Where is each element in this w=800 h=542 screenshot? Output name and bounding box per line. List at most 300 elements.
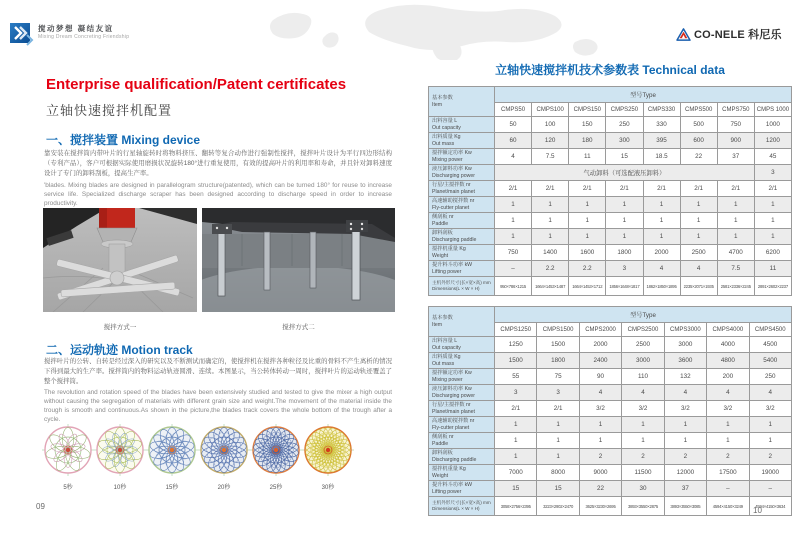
value-cell: 3 — [606, 261, 643, 277]
value-cell: – — [749, 481, 791, 497]
value-cell: 4 — [707, 385, 749, 401]
value-cell: 120 — [532, 133, 569, 149]
value-cell: 17500 — [707, 465, 749, 481]
table-row — [429, 417, 792, 433]
item-header-cell — [429, 87, 495, 117]
table-row — [429, 465, 792, 481]
track-circle — [94, 424, 146, 491]
table-row — [429, 197, 792, 213]
value-cell: 5400 — [749, 353, 791, 369]
value-cell: 1250 — [495, 337, 537, 353]
value-cell: 2891×2602×2237 — [754, 277, 791, 296]
value-cell: 1 — [537, 449, 579, 465]
mixer-drum-photo — [202, 208, 395, 312]
value-cell: 4800 — [707, 353, 749, 369]
value-cell: 1 — [754, 213, 791, 229]
track-circle-label: 10秒 — [113, 485, 127, 491]
track-circle — [42, 424, 94, 491]
row-label-cell — [429, 337, 495, 353]
value-cell: 2.2 — [569, 261, 606, 277]
row-label-cn: 液压卸料功率 Kw — [432, 166, 472, 172]
model-name-cell: CMPS1500 — [537, 323, 579, 337]
value-cell: 1800 — [537, 353, 579, 369]
track-circle-label: 15秒 — [165, 485, 179, 491]
value-cell: 37 — [717, 149, 754, 165]
table-row — [429, 481, 792, 497]
row-label-cell — [429, 197, 495, 213]
table-row — [429, 165, 792, 181]
row-label-cell — [429, 449, 495, 465]
row-label-cell — [429, 465, 495, 481]
value-cell: 2/1 — [717, 181, 754, 197]
row-label-cell — [429, 277, 495, 296]
track-circle-label: 25秒 — [269, 485, 283, 491]
table-row — [429, 245, 792, 261]
value-cell: 2500 — [622, 337, 664, 353]
row-label-cn: 提升料斗功率 kW — [432, 482, 473, 488]
row-label-en: Lifting power — [432, 268, 462, 275]
row-label-cn: 高速辅助搅拌数 nr — [432, 418, 475, 424]
value-cell: 1 — [717, 213, 754, 229]
technical-table-large-models-grid — [428, 306, 792, 516]
value-cell: 1 — [664, 433, 706, 449]
row-label-cn: 搅拌额定功率 Kw — [432, 370, 472, 376]
motion-track-body-en: The revolution and rotation speed of the blades have been extensively studied and tested to give the mixer a high output without causing the segregation of materials with different grain size and weight.The movement of the material inside the trough is smooth and continuous.As shown in the picture,the blades track covers the whole bottom of the trough after a cycle. — [44, 389, 392, 423]
value-cell: 600 — [680, 133, 717, 149]
row-label-cell — [429, 401, 495, 417]
track-circle — [302, 424, 354, 491]
value-cell: 750 — [717, 117, 754, 133]
type-header-cell: 型号Type — [495, 87, 792, 103]
row-label-cn: 卸料刮板 — [432, 450, 453, 456]
value-cell: 1 — [606, 229, 643, 245]
value-cell: 1 — [680, 229, 717, 245]
value-cell: 3/2 — [664, 401, 706, 417]
row-label-cn: 搅拌额定功率 Kw — [432, 150, 472, 156]
value-cell: 2/1 — [537, 401, 579, 417]
value-cell: 1 — [569, 197, 606, 213]
value-cell: 3 — [754, 165, 791, 181]
value-cell: 1 — [532, 229, 569, 245]
table-row — [429, 213, 792, 229]
value-cell: 100 — [532, 117, 569, 133]
right-page — [400, 0, 800, 542]
value-cell: 7.5 — [532, 149, 569, 165]
value-cell: 3000 — [664, 337, 706, 353]
value-cell: 4500 — [749, 337, 791, 353]
technical-table-large-models — [428, 306, 792, 516]
row-label-cell — [429, 417, 495, 433]
value-cell: 3893×3550×3085 — [664, 497, 706, 516]
value-cell: 4700 — [717, 245, 754, 261]
value-cell: 2 — [579, 449, 621, 465]
value-cell: 2400 — [579, 353, 621, 369]
table-row — [429, 133, 792, 149]
item-header-cell — [429, 307, 495, 337]
item-header-cn: 基本参数 — [432, 95, 453, 101]
table-row — [429, 433, 792, 449]
track-pattern-graphic — [302, 424, 354, 476]
value-cell: 2/1 — [643, 181, 680, 197]
value-cell: 2/1 — [606, 181, 643, 197]
value-cell: 22 — [680, 149, 717, 165]
track-pattern-graphic — [42, 424, 94, 476]
value-cell: 2235×2071×1935 — [680, 277, 717, 296]
row-label-en: Weight — [432, 472, 449, 479]
row-label-cn: 液压卸料功率 Kw — [432, 386, 472, 392]
value-cell: 1 — [717, 229, 754, 245]
row-label-en: Planet/main planet — [432, 188, 475, 195]
model-name-cell: CMPS3000 — [664, 323, 706, 337]
value-cell: 4 — [664, 385, 706, 401]
row-label-cell — [429, 497, 495, 516]
item-header-cn: 基本参数 — [432, 315, 453, 321]
value-cell: 1 — [532, 197, 569, 213]
row-label-cell — [429, 149, 495, 165]
value-cell: 7000 — [495, 465, 537, 481]
model-name-cell: CMPS50 — [495, 103, 532, 117]
row-label-en: Planet/main planet — [432, 408, 475, 415]
row-label-cn: 行星/主搅拌数 nr — [432, 182, 471, 188]
value-cell: 3600 — [664, 353, 706, 369]
value-cell: 37 — [664, 481, 706, 497]
value-cell: 3625×3230×2695 — [579, 497, 621, 516]
track-pattern-graphic — [250, 424, 302, 476]
value-cell: 11 — [754, 261, 791, 277]
model-name-cell: CMPS330 — [643, 103, 680, 117]
value-cell: 1 — [495, 229, 532, 245]
value-cell: 3 — [537, 385, 579, 401]
row-label-cn: 提升料斗功率 kW — [432, 262, 473, 268]
value-cell: 1 — [537, 433, 579, 449]
value-cell: 1600 — [569, 245, 606, 261]
value-cell: 3/2 — [749, 401, 791, 417]
page-title-en: Enterprise qualification/Patent certificates — [46, 76, 347, 93]
value-cell: 22 — [579, 481, 621, 497]
value-cell: 1664×1453×1487 — [532, 277, 569, 296]
row-label-cn: 出料质量 Kg — [432, 134, 461, 140]
value-cell: 1 — [664, 417, 706, 433]
value-cell: 900 — [717, 133, 754, 149]
model-name-cell: CMPS100 — [532, 103, 569, 117]
value-cell: 1 — [680, 197, 717, 213]
value-cell: 1 — [495, 417, 537, 433]
row-label-en: Paddle — [432, 440, 449, 447]
technical-table-small-models-grid — [428, 86, 792, 296]
row-label-en: Out capacity — [432, 344, 461, 351]
model-name-cell: CMPS 1000 — [754, 103, 791, 117]
table-row — [429, 449, 792, 465]
mixing-device-body-cn: 靠安装在搅拌筒内带叶片的行星轴旋转时将物料挤压、翻转等复合动作进行强制性搅拌，搅拌叶片设计为平行四边形结构（专利产品），客户可根据实际使用磨损状况旋转180°进行重复使用，有效的提高叶片的利用率和寿命，并且针对卸料速度设计了专门的卸料刮板，提高生产率。 — [44, 150, 392, 177]
table-row — [429, 401, 792, 417]
row-label-en: Out mass — [432, 360, 455, 367]
value-cell: 250 — [749, 369, 791, 385]
motion-track-body-cn: 搅拌叶片的公转、自转是经过深入的研究以及不断测试而确定的，使搅拌机在搅拌各种粒径及比重的骨料不产生离析的情况下得到最大的生产率。搅拌筒内的物料运动轨迹圆滑、连续。本图显示，当公转体转动一周时，搅拌叶片的运动轨迹覆盖了整个搅拌筒。 — [44, 358, 392, 385]
value-cell: 1 — [717, 197, 754, 213]
value-cell: 2000 — [643, 245, 680, 261]
photo-mixing-mode-1 — [43, 208, 197, 331]
value-cell: 3893×3550×2875 — [622, 497, 664, 516]
value-cell: 8000 — [537, 465, 579, 481]
row-label-cell — [429, 245, 495, 261]
row-label-cell — [429, 213, 495, 229]
model-name-cell: CMPS4000 — [707, 323, 749, 337]
table-row — [429, 261, 792, 277]
value-cell: 395 — [643, 133, 680, 149]
track-pattern-graphic — [94, 424, 146, 476]
value-cell: 150 — [569, 117, 606, 133]
value-cell: 4594×4150×3634 — [749, 497, 791, 516]
table-header-row — [429, 87, 792, 103]
value-cell: 1200 — [754, 133, 791, 149]
table-row — [429, 229, 792, 245]
value-cell: 2 — [622, 449, 664, 465]
row-label-cell — [429, 433, 495, 449]
item-header-en: Item — [432, 101, 443, 108]
value-cell: 2 — [707, 449, 749, 465]
value-cell: 7.5 — [717, 261, 754, 277]
value-cell: 330 — [643, 117, 680, 133]
track-circle-label: 30秒 — [321, 485, 335, 491]
value-cell: 2/1 — [532, 181, 569, 197]
value-cell: 2 — [749, 449, 791, 465]
value-cell: 2.2 — [532, 261, 569, 277]
value-cell: 11 — [569, 149, 606, 165]
value-cell: 18.5 — [643, 149, 680, 165]
value-cell: 1 — [495, 433, 537, 449]
row-label-en: Discharging power — [432, 392, 475, 399]
model-name-cell: CMPS2500 — [622, 323, 664, 337]
value-cell: 1 — [495, 213, 532, 229]
row-label-cn: 出料容量 L — [432, 338, 458, 344]
value-cell: 4 — [495, 149, 532, 165]
value-cell: 75 — [537, 369, 579, 385]
row-label-cell — [429, 181, 495, 197]
table-row — [429, 277, 792, 296]
value-cell: 2500 — [680, 245, 717, 261]
row-label-en: Fly-cutter planet — [432, 204, 470, 211]
row-label-cn: 侧刮板 nr — [432, 214, 454, 220]
span-value-cell: 气动卸料（可选配液压卸料） — [495, 165, 755, 181]
value-cell: 2 — [664, 449, 706, 465]
mixing-device-body-en: 'blades. Mixing blades are designed in parallelogram structure(patented), which can be turned 180° for reuse to increase service life. Specialized discharge scraper has been designed according to discharge speed in order to increase productivity. — [44, 182, 392, 207]
track-pattern-graphic — [146, 424, 198, 476]
value-cell: 1862×1850×1895 — [643, 277, 680, 296]
value-cell: 1 — [579, 433, 621, 449]
row-label-en: Discharging power — [432, 172, 475, 179]
slogan-cn: 搅动梦想 凝结友谊 — [38, 24, 114, 33]
row-label-cell — [429, 385, 495, 401]
value-cell: 250 — [606, 117, 643, 133]
mixing-photos — [43, 208, 395, 331]
value-cell: 9000 — [579, 465, 621, 481]
model-name-cell: CMPS750 — [717, 103, 754, 117]
value-cell: 200 — [707, 369, 749, 385]
row-label-cell — [429, 117, 495, 133]
row-label-cell — [429, 481, 495, 497]
row-label-cn: 搅拌机重量 Kg — [432, 246, 466, 252]
value-cell: – — [707, 481, 749, 497]
table-row — [429, 149, 792, 165]
value-cell: 1 — [707, 433, 749, 449]
row-label-cell — [429, 353, 495, 369]
value-cell: 2/1 — [680, 181, 717, 197]
row-label-cn: 出料质量 Kg — [432, 354, 461, 360]
page-number-right: 10 — [753, 506, 762, 515]
row-label-cell — [429, 369, 495, 385]
value-cell: 55 — [495, 369, 537, 385]
value-cell: 15 — [606, 149, 643, 165]
track-circles-row — [42, 424, 354, 491]
track-circle-label: 20秒 — [217, 485, 231, 491]
row-label-en: Dimensions(L × W × H) — [432, 506, 480, 511]
value-cell: 90 — [579, 369, 621, 385]
table-row — [429, 385, 792, 401]
value-cell: 15 — [537, 481, 579, 497]
model-name-cell: CMPS2000 — [579, 323, 621, 337]
table-row — [429, 369, 792, 385]
value-cell: 180 — [569, 133, 606, 149]
value-cell: 1 — [754, 197, 791, 213]
technical-table-small-models — [428, 86, 792, 296]
table-row — [429, 337, 792, 353]
value-cell: 3/2 — [579, 401, 621, 417]
table-row — [429, 181, 792, 197]
technical-data-title: 立轴快速搅拌机技术参数表 Technical data — [495, 63, 725, 77]
value-cell: 1 — [754, 229, 791, 245]
value-cell: 4 — [749, 385, 791, 401]
track-circle — [250, 424, 302, 491]
value-cell: 11500 — [622, 465, 664, 481]
value-cell: 1 — [532, 213, 569, 229]
track-pattern-graphic — [198, 424, 250, 476]
value-cell: 1500 — [537, 337, 579, 353]
photo-mixing-mode-2 — [202, 208, 395, 331]
track-circle-label: 5秒 — [63, 485, 73, 491]
row-label-cell — [429, 229, 495, 245]
value-cell: 1856×1648×1817 — [606, 277, 643, 296]
value-cell: 4 — [680, 261, 717, 277]
value-cell: 50 — [495, 117, 532, 133]
value-cell: 1400 — [532, 245, 569, 261]
value-cell: 2/1 — [754, 181, 791, 197]
row-label-en: Mixing power — [432, 156, 463, 163]
value-cell: 1664×1453×1712 — [569, 277, 606, 296]
value-cell: 6200 — [754, 245, 791, 261]
value-cell: 110 — [622, 369, 664, 385]
track-circle — [146, 424, 198, 491]
value-cell: 1 — [537, 417, 579, 433]
value-cell: 4 — [579, 385, 621, 401]
section-heading-motion-track: 二、运动轨迹 Motion track — [46, 343, 193, 357]
value-cell: 3223×2902×2470 — [537, 497, 579, 516]
row-label-en: Paddle — [432, 220, 449, 227]
row-label-cell — [429, 165, 495, 181]
value-cell: 2000 — [579, 337, 621, 353]
row-label-en: Weight — [432, 252, 449, 259]
model-name-cell: CMPS4500 — [749, 323, 791, 337]
value-cell: – — [495, 261, 532, 277]
value-cell: 132 — [664, 369, 706, 385]
table-row — [429, 497, 792, 516]
row-label-en: Out capacity — [432, 124, 461, 131]
value-cell: 750 — [495, 245, 532, 261]
mixer-blades-photo — [43, 208, 197, 312]
row-label-cell — [429, 133, 495, 149]
value-cell: 1 — [569, 213, 606, 229]
value-cell: 1 — [622, 433, 664, 449]
value-cell: 1 — [495, 197, 532, 213]
value-cell: 3/2 — [622, 401, 664, 417]
value-cell: 1800 — [606, 245, 643, 261]
value-cell: 3/2 — [707, 401, 749, 417]
item-header-en: Item — [432, 321, 443, 328]
value-cell: 2/1 — [495, 181, 532, 197]
value-cell: 1 — [749, 417, 791, 433]
page-title-cn: 立轴快速搅拌机配置 — [46, 103, 173, 118]
slogan-en: Mixing Dream Concreting Friendship — [38, 34, 130, 41]
value-cell: 3058×2756×2395 — [495, 497, 537, 516]
row-label-cn: 卸料刮板 — [432, 230, 453, 236]
value-cell: 1 — [749, 433, 791, 449]
value-cell: 1 — [707, 417, 749, 433]
row-label-cn: 高速辅助搅拌数 nr — [432, 198, 475, 204]
row-label-en: Dimensions(L × W × H) — [432, 286, 480, 291]
value-cell: 1 — [643, 213, 680, 229]
value-cell: 1 — [569, 229, 606, 245]
value-cell: 15 — [495, 481, 537, 497]
value-cell: 45 — [754, 149, 791, 165]
type-header-cell: 型号Type — [495, 307, 792, 323]
row-label-en: Discharging paddle — [432, 456, 477, 463]
value-cell: 1 — [495, 449, 537, 465]
row-label-en: Mixing power — [432, 376, 463, 383]
value-cell: 1 — [579, 417, 621, 433]
row-label-en: Lifting power — [432, 488, 462, 495]
value-cell: 4594×4150×3249 — [707, 497, 749, 516]
page-number-left: 09 — [36, 502, 45, 511]
model-name-cell: CMPS1250 — [495, 323, 537, 337]
row-label-cell — [429, 261, 495, 277]
table-header-row — [429, 307, 792, 323]
value-cell: 3 — [495, 385, 537, 401]
table-row — [429, 117, 792, 133]
value-cell: 1 — [680, 213, 717, 229]
section-heading-mixing-device: 一、搅拌装置 Mixing device — [46, 133, 201, 147]
model-name-cell: CMPS150 — [569, 103, 606, 117]
value-cell: 12000 — [664, 465, 706, 481]
photo-caption-1: 搅拌方式一 — [103, 324, 137, 331]
model-name-cell: CMPS500 — [680, 103, 717, 117]
table-row — [429, 353, 792, 369]
value-cell: 1 — [606, 197, 643, 213]
value-cell: 3000 — [622, 353, 664, 369]
photo-caption-2: 搅拌方式二 — [282, 324, 315, 331]
value-cell: 2/1 — [495, 401, 537, 417]
value-cell: 60 — [495, 133, 532, 149]
row-label-cn: 侧刮板 nr — [432, 434, 454, 440]
value-cell: 1 — [606, 213, 643, 229]
model-name-cell: CMPS250 — [606, 103, 643, 117]
value-cell: 4 — [643, 261, 680, 277]
value-cell: 1000 — [754, 117, 791, 133]
value-cell: 4000 — [707, 337, 749, 353]
value-cell: 2581×2336×2245 — [717, 277, 754, 296]
row-label-en: Fly-cutter planet — [432, 424, 470, 431]
value-cell: 4 — [622, 385, 664, 401]
value-cell: 19000 — [749, 465, 791, 481]
row-label-en: Out mass — [432, 140, 455, 147]
